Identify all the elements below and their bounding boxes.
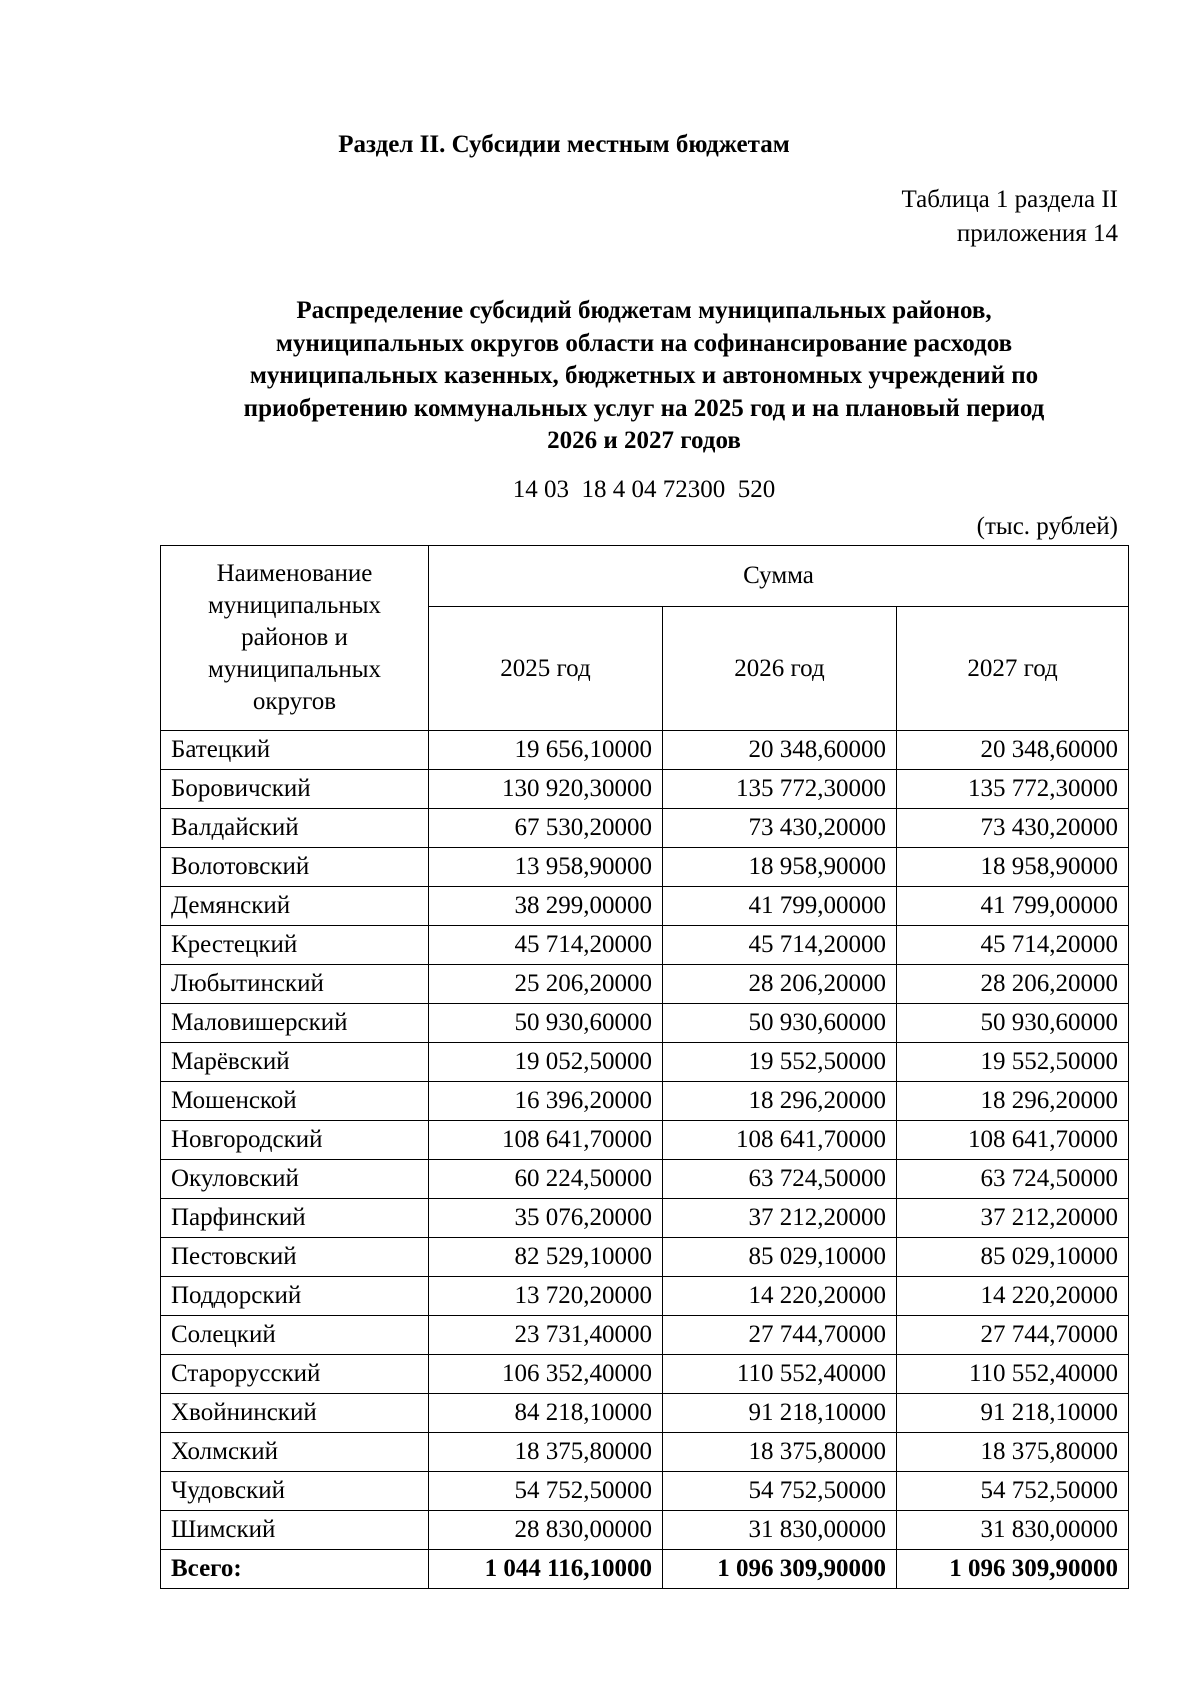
table-row xyxy=(161,1472,1129,1511)
municipality-name-cell: Поддорский xyxy=(161,1277,429,1316)
header-year-2025: 2025 год xyxy=(429,607,663,731)
amount-cell-2027: 45 714,20000 xyxy=(897,926,1129,965)
amount-cell-2025: 82 529,10000 xyxy=(429,1238,663,1277)
document-title-line: муниципальных округов области на софинансирование расходов xyxy=(275,329,1013,357)
municipality-name-cell: Боровичский xyxy=(161,770,429,809)
amount-cell-2027: 63 724,50000 xyxy=(897,1160,1129,1199)
municipality-name-cell: Солецкий xyxy=(161,1316,429,1355)
amount-cell-2026: 18 375,80000 xyxy=(663,1433,897,1472)
header-municipality-name: Наименование муниципальных районов и муниципальных округов xyxy=(161,546,429,731)
document-title-line: 2026 и 2027 годов xyxy=(547,427,741,454)
table-row xyxy=(161,809,1129,848)
municipality-name-cell: Холмский xyxy=(161,1433,429,1472)
table-row xyxy=(161,1355,1129,1394)
table-row xyxy=(161,965,1129,1004)
amount-cell-2026: 45 714,20000 xyxy=(663,926,897,965)
header-sum: Сумма xyxy=(429,546,1129,607)
header-year-2027: 2027 год xyxy=(897,607,1129,731)
amount-cell-2026: 110 552,40000 xyxy=(663,1355,897,1394)
amount-cell-2025: 19 052,50000 xyxy=(429,1043,663,1082)
amount-cell-2026: 31 830,00000 xyxy=(663,1511,897,1550)
table-reference xyxy=(902,183,1118,251)
amount-cell-2027: 110 552,40000 xyxy=(897,1355,1129,1394)
amount-cell-2025: 25 206,20000 xyxy=(429,965,663,1004)
table-row xyxy=(161,1238,1129,1277)
total-amount-cell-2027: 1 096 309,90000 xyxy=(897,1550,1129,1589)
table-row xyxy=(161,1316,1129,1355)
amount-cell-2025: 45 714,20000 xyxy=(429,926,663,965)
table-row xyxy=(161,1511,1129,1550)
amount-cell-2026: 73 430,20000 xyxy=(663,809,897,848)
amount-cell-2027: 37 212,20000 xyxy=(897,1199,1129,1238)
table-row xyxy=(161,848,1129,887)
document-title-line: муниципальных казенных, бюджетных и автономных учреждений по xyxy=(249,362,1039,389)
amount-cell-2025: 130 920,30000 xyxy=(429,770,663,809)
amount-cell-2026: 28 206,20000 xyxy=(663,965,897,1004)
municipality-name-cell: Батецкий xyxy=(161,731,429,770)
amount-cell-2025: 50 930,60000 xyxy=(429,1004,663,1043)
amount-cell-2027: 28 206,20000 xyxy=(897,965,1129,1004)
amount-cell-2026: 37 212,20000 xyxy=(663,1199,897,1238)
table-row xyxy=(161,1160,1129,1199)
amount-cell-2026: 108 641,70000 xyxy=(663,1121,897,1160)
amount-cell-2025: 38 299,00000 xyxy=(429,887,663,926)
amount-cell-2027: 54 752,50000 xyxy=(897,1472,1129,1511)
amount-cell-2027: 41 799,00000 xyxy=(897,887,1129,926)
total-label-cell: Всего: xyxy=(161,1550,429,1589)
section-title: Раздел II. Субсидии местным бюджетам xyxy=(338,131,790,158)
amount-cell-2027: 27 744,70000 xyxy=(897,1316,1129,1355)
table-row xyxy=(161,887,1129,926)
amount-cell-2025: 13 720,20000 xyxy=(429,1277,663,1316)
municipality-name-cell: Мошенской xyxy=(161,1082,429,1121)
table-row xyxy=(161,1004,1129,1043)
municipality-name-cell: Демянский xyxy=(161,887,429,926)
amount-cell-2026: 91 218,10000 xyxy=(663,1394,897,1433)
municipality-name-cell: Хвойнинский xyxy=(161,1394,429,1433)
table-reference-line: Таблица 1 раздела II xyxy=(901,186,1118,213)
table-row xyxy=(161,1394,1129,1433)
total-row xyxy=(161,1550,1129,1589)
amount-cell-2026: 50 930,60000 xyxy=(663,1004,897,1043)
header-year-2026: 2026 год xyxy=(663,607,897,731)
municipality-name-cell: Марёвский xyxy=(161,1043,429,1082)
municipality-name-cell: Любытинский xyxy=(161,965,429,1004)
amount-cell-2025: 108 641,70000 xyxy=(429,1121,663,1160)
municipality-name-cell: Волотовский xyxy=(161,848,429,887)
municipality-name-cell: Маловишерский xyxy=(161,1004,429,1043)
table-row xyxy=(161,1433,1129,1472)
amount-cell-2025: 23 731,40000 xyxy=(429,1316,663,1355)
municipality-name-cell: Парфинский xyxy=(161,1199,429,1238)
amount-cell-2026: 41 799,00000 xyxy=(663,887,897,926)
amount-cell-2026: 135 772,30000 xyxy=(663,770,897,809)
amount-cell-2027: 91 218,10000 xyxy=(897,1394,1129,1433)
amount-cell-2025: 19 656,10000 xyxy=(429,731,663,770)
table-row xyxy=(161,770,1129,809)
table-header-row xyxy=(161,546,1129,607)
table-row xyxy=(161,1121,1129,1160)
amount-cell-2025: 28 830,00000 xyxy=(429,1511,663,1550)
subsidy-table xyxy=(160,545,1129,1589)
budget-classification-code: 14 03 18 4 04 72300 520 xyxy=(512,476,776,503)
municipality-name-cell: Шимский xyxy=(161,1511,429,1550)
amount-cell-2027: 31 830,00000 xyxy=(897,1511,1129,1550)
amount-cell-2025: 60 224,50000 xyxy=(429,1160,663,1199)
amount-cell-2025: 16 396,20000 xyxy=(429,1082,663,1121)
document-title-line: Распределение субсидий бюджетам муниципальных районов, xyxy=(296,297,992,324)
municipality-name-cell: Окуловский xyxy=(161,1160,429,1199)
municipality-name-cell: Старорусский xyxy=(161,1355,429,1394)
table-reference-line: приложения 14 xyxy=(956,220,1118,247)
table-body xyxy=(161,731,1129,1589)
table-row xyxy=(161,1043,1129,1082)
amount-cell-2027: 50 930,60000 xyxy=(897,1004,1129,1043)
amount-cell-2026: 20 348,60000 xyxy=(663,731,897,770)
amount-cell-2025: 84 218,10000 xyxy=(429,1394,663,1433)
table-row xyxy=(161,1277,1129,1316)
amount-cell-2026: 18 958,90000 xyxy=(663,848,897,887)
amount-cell-2027: 85 029,10000 xyxy=(897,1238,1129,1277)
amount-cell-2026: 63 724,50000 xyxy=(663,1160,897,1199)
amount-cell-2026: 54 752,50000 xyxy=(663,1472,897,1511)
table-row xyxy=(161,926,1129,965)
amount-cell-2025: 54 752,50000 xyxy=(429,1472,663,1511)
amount-cell-2026: 27 744,70000 xyxy=(663,1316,897,1355)
amount-cell-2027: 18 296,20000 xyxy=(897,1082,1129,1121)
amount-cell-2027: 14 220,20000 xyxy=(897,1277,1129,1316)
municipality-name-cell: Новгородский xyxy=(161,1121,429,1160)
municipality-name-cell: Крестецкий xyxy=(161,926,429,965)
document-title xyxy=(160,295,1128,458)
amount-cell-2027: 108 641,70000 xyxy=(897,1121,1129,1160)
amount-cell-2025: 13 958,90000 xyxy=(429,848,663,887)
table-row xyxy=(161,1199,1129,1238)
amount-cell-2025: 106 352,40000 xyxy=(429,1355,663,1394)
amount-cell-2027: 73 430,20000 xyxy=(897,809,1129,848)
amount-cell-2025: 67 530,20000 xyxy=(429,809,663,848)
amount-cell-2026: 19 552,50000 xyxy=(663,1043,897,1082)
amount-cell-2027: 18 958,90000 xyxy=(897,848,1129,887)
amount-cell-2025: 18 375,80000 xyxy=(429,1433,663,1472)
amount-cell-2027: 19 552,50000 xyxy=(897,1043,1129,1082)
document-title-line: приобретению коммунальных услуг на 2025 год и на плановый период xyxy=(243,394,1045,422)
units-label: (тыс. рублей) xyxy=(976,513,1118,540)
municipality-name-cell: Чудовский xyxy=(161,1472,429,1511)
municipality-name-cell: Пестовский xyxy=(161,1238,429,1277)
total-amount-cell-2025: 1 044 116,10000 xyxy=(429,1550,663,1589)
amount-cell-2025: 35 076,20000 xyxy=(429,1199,663,1238)
total-amount-cell-2026: 1 096 309,90000 xyxy=(663,1550,897,1589)
municipality-name-cell: Валдайский xyxy=(161,809,429,848)
table-row xyxy=(161,1082,1129,1121)
amount-cell-2026: 18 296,20000 xyxy=(663,1082,897,1121)
amount-cell-2026: 85 029,10000 xyxy=(663,1238,897,1277)
amount-cell-2027: 135 772,30000 xyxy=(897,770,1129,809)
amount-cell-2027: 18 375,80000 xyxy=(897,1433,1129,1472)
amount-cell-2026: 14 220,20000 xyxy=(663,1277,897,1316)
amount-cell-2027: 20 348,60000 xyxy=(897,731,1129,770)
table-row xyxy=(161,731,1129,770)
